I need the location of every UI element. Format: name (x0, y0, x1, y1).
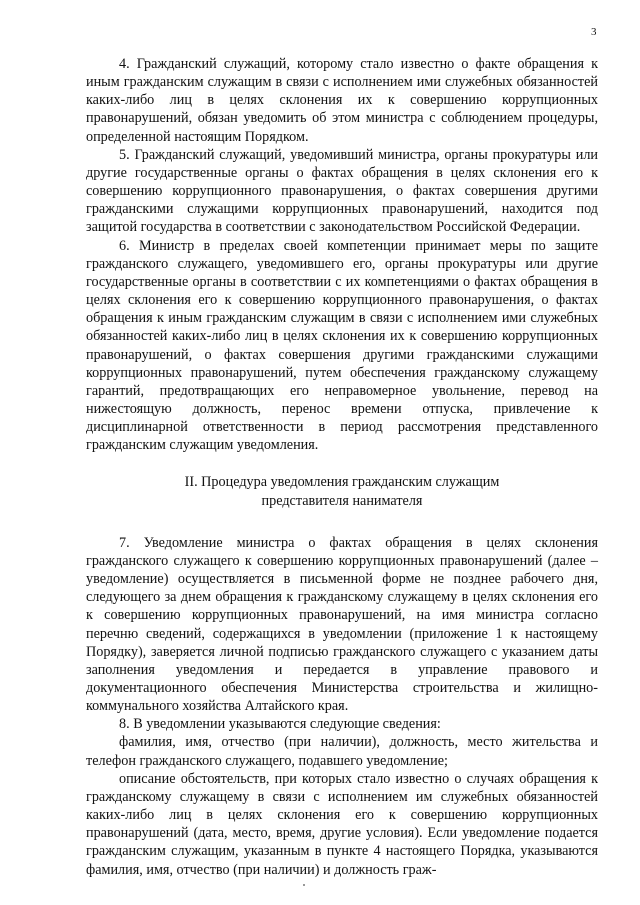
document-body (86, 55, 598, 879)
paragraph-8: 8. В уведомлении указываются следующие сведения: (119, 716, 441, 733)
scan-speck (303, 884, 305, 886)
paragraph-4: 4. Гражданский служащий, которому стало известно о факте обращения к иным гражданским служащим в связи с исполнением ими служебных обязанностей каких-либо лиц в целях склонения их к совершению коррупционных правонарушений, обязан уведомить об этом министра с соблюдением процедуры, определенной настоящим Порядком. (86, 56, 598, 145)
paragraph-7: 7. Уведомление министра о фактах обращения в целях склонения гражданского служащего к совершению коррупционных правонарушений (далее – уведомление) осуществляется в письменной форме не позднее рабочего дня, следующего за днем обращения к гражданскому служащему в целях склонения его к совершению коррупционных правонарушений, на имя министра согласно перечню сведений, содержащихся в уведомлении (приложение 1 к настоящему Порядку), заверяется личной подписью гражданского служащего с указанием даты заполнения уведомления и передается в управление правового и документационного обеспечения Министерства строительства и жилищно-коммунального хозяйства Алтайского края. (86, 534, 598, 715)
paragraph-5: 5. Гражданский служащий, уведомивший министра, органы прокуратуры или другие государственные органы о фактах обращения в целях склонения его к совершению коррупционного правонарушения, о фактах совершения другими гражданскими служащими коррупционных правонарушений, находится под защитой государства в соответствии с законодательством Российской Федерации. (86, 146, 598, 236)
paragraph-6: 6. Министр в пределах своей компетенции принимает меры по защите гражданского служащего, уведомившего его, органы прокуратуры или другие государственные органы в соответствии с их компетенциями о фактах обращения в целях склонения его к совершению коррупционного правонарушения, о фактах обращения к иным гражданским служащим в связи с исполнением ими служебных обязанностей каких-либо лиц в целях склонения их к совершению коррупционных правонарушений, о фактах совершения другими гражданскими служащими коррупционных правонарушений, путем обеспечения гражданскому служащему гарантий, предотвращающих его неправомерное увольнение, перевод на нижестоящую должность, перенос времени отпуска, привлечение к дисциплинарной ответственности в период рассмотрения представленного гражданским служащим уведомления. (86, 237, 598, 454)
paragraph-8-item-2: описание обстоятельств, при которых стало известно о случаях обращения к гражданскому служащему в связи с исполнением им служебных обязанностей каких-либо лиц в целях склонения его к совершению коррупционных правонарушений (дата, место, время, другие условия). Если уведомление подается гражданским служащим, указанным в пункте 4 настоящего Порядка, указываются фамилия, имя, отчество (при наличии) и должность граж- (86, 770, 598, 878)
section-heading (86, 473, 598, 509)
paragraph-8-item-1: фамилия, имя, отчество (при наличии), должность, место жительства и телефон гражданского служащего, подавшего уведомление; (86, 734, 598, 769)
page-number: 3 (591, 26, 597, 38)
section-heading-line-2: представителя нанимателя (261, 492, 423, 509)
section-heading-line-1: II. Процедура уведомления гражданским служащим (184, 474, 500, 491)
